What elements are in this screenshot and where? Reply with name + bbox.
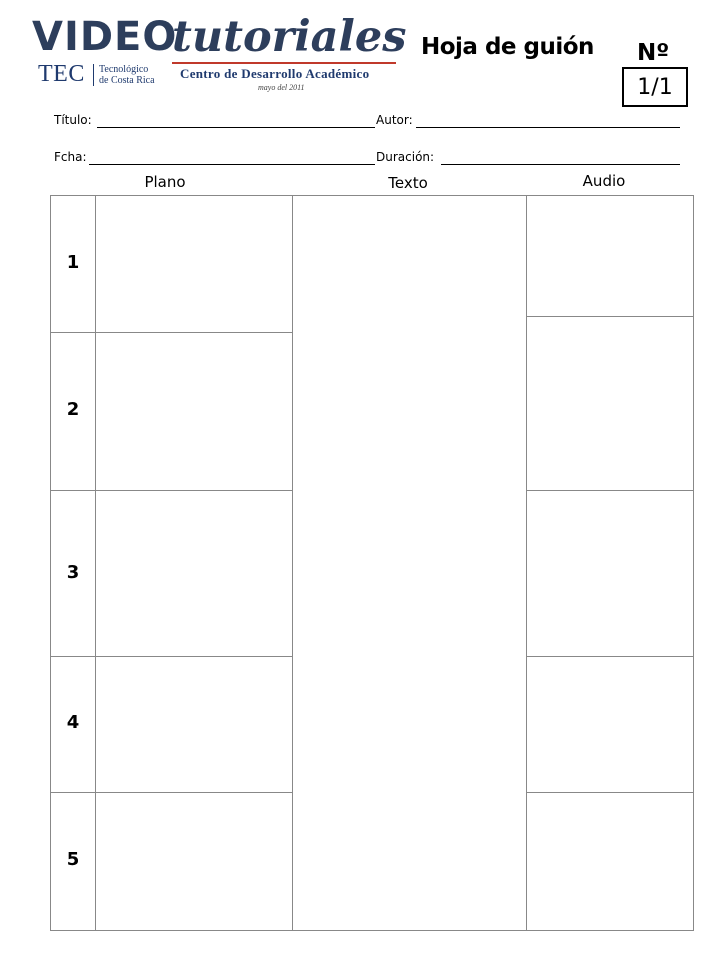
column-header-texto: Texto: [388, 174, 428, 192]
row-divider-audio-1: [526, 316, 694, 317]
row-number-3: 3: [66, 562, 80, 583]
sheet-number-box: [622, 67, 688, 107]
row-number-4: 4: [66, 712, 80, 733]
duracion-label: Duración:: [376, 150, 435, 164]
column-header-audio: Audio: [582, 172, 626, 190]
logo-red-rule: [172, 62, 396, 64]
row-number-5: 5: [66, 849, 80, 870]
table-border-bottom: [50, 930, 694, 931]
row-divider-audio-3: [526, 656, 694, 657]
fecha-field-line[interactable]: [89, 164, 375, 165]
logo-centro-text: Centro de Desarrollo Académico: [180, 66, 370, 81]
column-divider-plano: [292, 195, 293, 931]
row-divider-audio-2: [526, 490, 694, 491]
fecha-label: Fcha:: [54, 150, 87, 164]
logo-tutoriales-text: tutoriales: [172, 12, 407, 62]
autor-field-line[interactable]: [416, 127, 680, 128]
row-number-1: 1: [66, 252, 80, 273]
logo-institution-line2: de Costa Rica: [99, 75, 155, 86]
row-divider-plano-1: [50, 332, 293, 333]
column-divider-texto: [526, 195, 527, 931]
sheet-number-value: 1/1: [637, 74, 673, 100]
titulo-label: Título:: [54, 113, 92, 127]
row-number-2: 2: [66, 399, 80, 420]
duracion-field-line[interactable]: [441, 164, 680, 165]
page-title: Hoja de guión: [421, 34, 594, 60]
logo-video-text: VIDEO: [32, 14, 178, 60]
logo-institution-line1: Tecnológico: [99, 64, 149, 75]
row-divider-plano-4: [50, 792, 293, 793]
sheet-number-label: Nº: [637, 40, 670, 66]
row-divider-plano-3: [50, 656, 293, 657]
row-divider-audio-4: [526, 792, 694, 793]
table-border-right: [693, 195, 694, 931]
table-border-top: [50, 195, 694, 196]
titulo-field-line[interactable]: [97, 127, 375, 128]
autor-label: Autor:: [376, 113, 413, 127]
row-divider-plano-2: [50, 490, 293, 491]
logo-date-text: mayo del 2011: [258, 83, 305, 92]
logo-tec-text: TEC: [38, 61, 85, 87]
column-header-plano: Plano: [144, 173, 186, 191]
column-divider-number: [95, 195, 96, 931]
logo-separator: [93, 64, 94, 86]
